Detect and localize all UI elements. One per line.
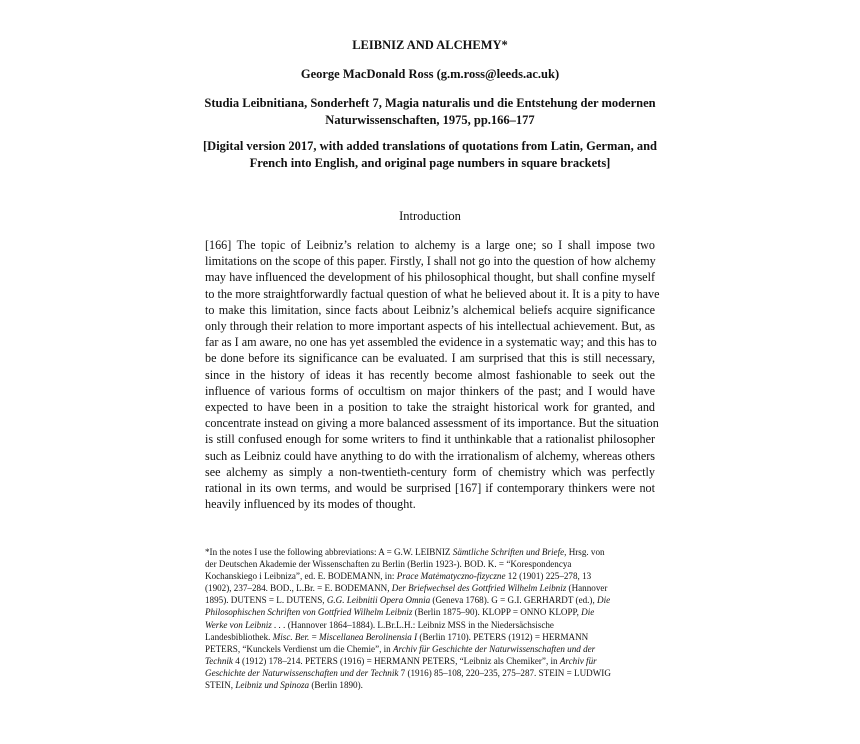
paper-title: LEIBNIZ AND ALCHEMY* (352, 38, 508, 52)
citation-title: Die (581, 607, 595, 618)
citation-title: Werke von Leibniz . . . (205, 619, 286, 630)
author-line: George MacDonald Ross (g.m.ross@leeds.ac.uk) (300, 67, 560, 81)
footnote-line: STEIN, Leibniz und Spinoza (Berlin 1890). (205, 680, 363, 691)
body-line: to make this limitation, since facts about Leibniz’s alchemical beliefs acquire significance (205, 302, 655, 317)
footnote-line: Geschichte der Naturwissenschaften und der Technik 7 (1916) 85–108, 220–235, 275–287. STEIN = LUDWIG (205, 667, 611, 678)
citation-title: Der Briefwechsel des Gottfried Wilhelm Leibniz (391, 583, 567, 594)
body-paragraph (205, 237, 660, 512)
footnote-line: der Deutschen Akademie der Wissenschaften zu Berlin (Berlin 1923-). BOD. K. = “Korespondencya (205, 559, 572, 570)
body-line: may have influenced the development of his philosophical thought, but shall confine myself (205, 270, 655, 285)
citation-title: Archiv für Geschichte der Naturwissenschaften und der (393, 643, 596, 654)
footnote-abbreviations (205, 546, 657, 691)
citation-title: Prace Matėmatyczno-fizyczne (396, 571, 506, 582)
body-line: since in the history of ideas it has recently become almost fashionable to seek out the (205, 367, 655, 382)
citation-title: G.G. Leibnitii Opera Omnia (326, 595, 431, 606)
journal-line-2: Naturwissenschaften, 1975, pp.166–177 (325, 113, 535, 127)
footnote-line: Landesbibliothek. Misc. Ber. = Miscellanea Berolinensia I (Berlin 1710). PETERS (1912) = HERMANN (205, 631, 589, 642)
body-line: only through their relation to more important aspects of his intellectual achievement. But, as (205, 319, 655, 334)
citation-title: Geschichte der Naturwissenschaften und der Technik (205, 667, 399, 678)
body-line: limitations on the scope of this paper. Firstly, I shall not go into the question of how alchemy (205, 254, 656, 269)
citation-title: Die (597, 595, 611, 606)
footnote-line: (1902), 237–284. BOD., L.Br. = E. BODEMANN, Der Briefwechsel des Gottfried Wilhelm Leibniz (Hannover (205, 583, 608, 594)
section-heading-introduction: Introduction (399, 209, 461, 223)
footnote-line: 1895). DUTENS = L. DUTENS, G.G. Leibnitii Opera Omnia (Geneva 1768). G = G.I. GERHARDT (ed.), Die (205, 595, 611, 606)
citation-title: Sämtliche Schriften und Briefe (452, 547, 565, 557)
citation-title: Archiv für (559, 655, 597, 666)
citation-title: Miscellanea Berolinensia I (319, 631, 418, 642)
digital-line-2: French into English, and original page numbers in square brackets] (249, 156, 611, 170)
body-line: [166] The topic of Leibniz’s relation to alchemy is a large one; so I shall impose two (205, 238, 655, 252)
journal-citation (200, 95, 660, 129)
footnote-line: Werke von Leibniz . . . (Hannover 1864–1884). L.Br.L.H.: Leibniz MSS in the Niedersächsische (205, 619, 554, 630)
body-line: far as I am aware, no one has yet assembled the evidence in a systematic way; and this has to (205, 335, 657, 350)
citation-title: Philosophischen Schriften von Gottfried Wilhelm Leibniz (205, 607, 413, 618)
body-line: see alchemy as simply a non-twentieth-century form of chemistry which was perfectly (205, 464, 655, 479)
footnote-line: Kochanskiego i Leibniza”, ed. E. BODEMANN, in: Prace Matėmatyczno-fizyczne 12 (1901) 225–278, 13 (205, 571, 592, 582)
body-line: be done before its significance can be evaluated. I am surprised that this is still necessary, (205, 351, 655, 366)
digital-line-1: [Digital version 2017, with added translations of quotations from Latin, German, and (203, 139, 657, 153)
body-line: influence of various forms of occultism on major thinkers of the past; and I would have (205, 383, 655, 398)
body-line: concentrate instead on giving a more balanced assessment of its importance. But the situation (205, 416, 659, 431)
body-line: to the more straightforwardly factual question of what he believed about it. It is a pity to have (205, 286, 660, 301)
footnote-line: *In the notes I use the following abbreviations: A = G.W. LEIBNIZ Sämtliche Schriften und Briefe, Hrsg. von (205, 547, 605, 557)
citation-title: Leibniz und Spinoza (235, 680, 310, 691)
body-line: such as Leibniz could have anything to do with the irrationalism of alchemy, whereas others (205, 448, 655, 463)
footnote-line: Technik 4 (1912) 178–214. PETERS (1916) = HERMANN PETERS, “Leibniz als Chemiker”, in Archiv für (205, 655, 597, 666)
footnote-line: Philosophischen Schriften von Gottfried Wilhelm Leibniz (Berlin 1875–90). KLOPP = ONNO KLOPP, Die (205, 607, 595, 618)
body-line: heavily influenced by its modes of thought. (205, 497, 416, 512)
footnote-line: PETERS, “Kunckels Verdienst um die Chemie”, in Archiv für Geschichte der Naturwissenschaften und der (205, 643, 596, 654)
body-line: expected to have been in a position to take the straight historical work for granted, and (205, 400, 655, 415)
body-line: rational in its own terms, and would be surprised [167] if contemporary thinkers were not (205, 481, 655, 496)
journal-line-1: Studia Leibnitiana, Sonderheft 7, Magia naturalis und die Entstehung der modernen (204, 96, 656, 110)
citation-title: Technik (205, 655, 233, 666)
body-line: is still confused enough for some writers to find it unthinkable that a rationalist philosopher (205, 432, 655, 447)
citation-title: Misc. Ber. (272, 631, 310, 642)
digital-version-note (200, 138, 660, 172)
